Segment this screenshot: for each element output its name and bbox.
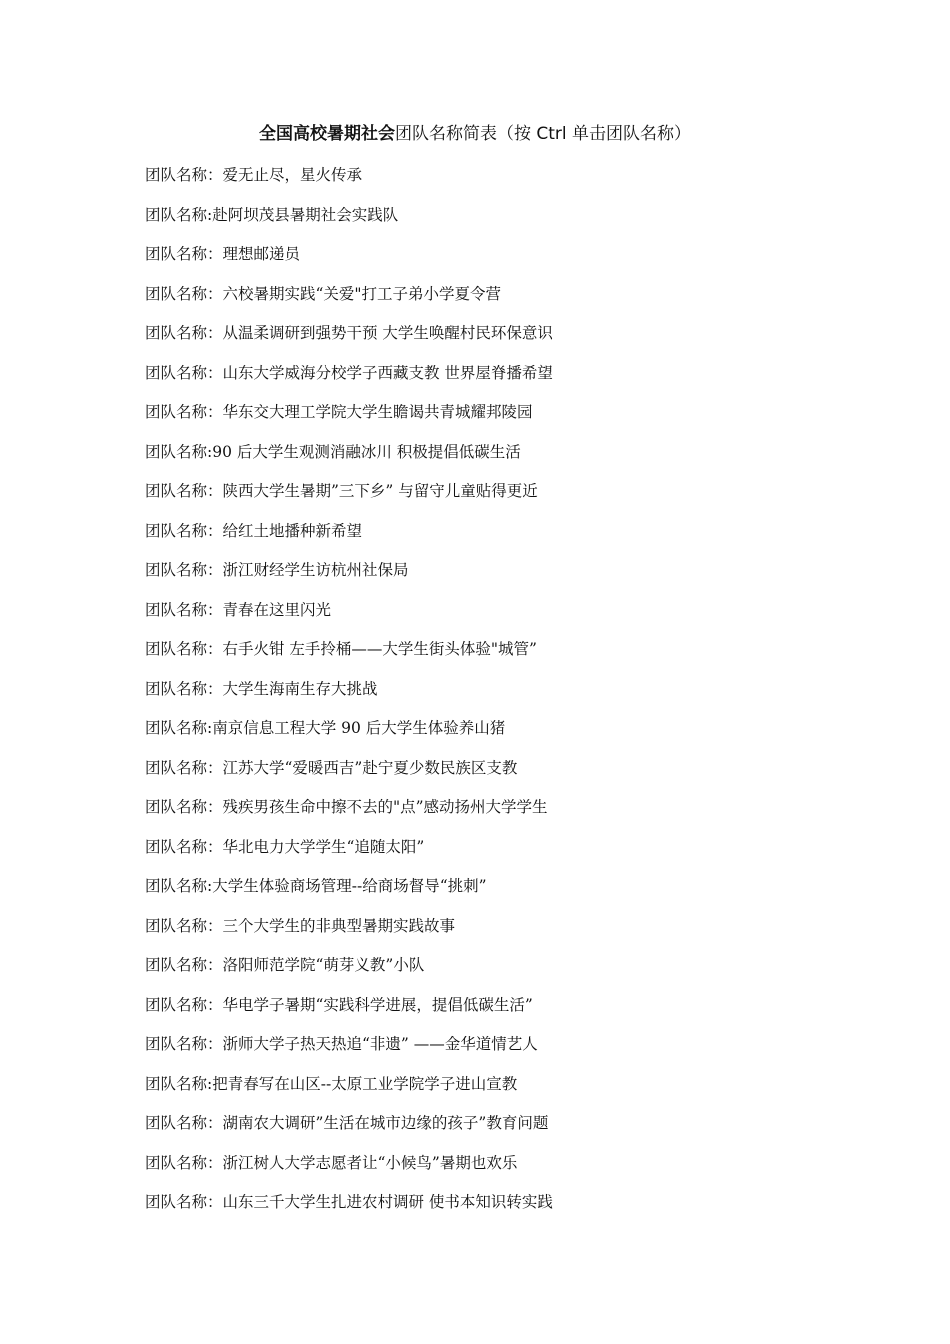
team-name-item[interactable]: 团队名称:赴阿坝茂县暑期社会实践队 bbox=[145, 205, 399, 224]
team-name-item[interactable]: 团队名称：大学生海南生存大挑战 bbox=[145, 679, 378, 698]
team-name-item[interactable]: 团队名称：从温柔调研到强势干预 大学生唤醒村民环保意识 bbox=[145, 324, 553, 342]
team-name-item[interactable]: 团队名称:90 后大学生观测消融冰川 积极提倡低碳生活 bbox=[145, 442, 521, 461]
team-name-item[interactable]: 团队名称：浙江树人大学志愿者让“小候鸟”暑期也欢乐 bbox=[145, 1153, 518, 1172]
team-name-item[interactable]: 团队名称：浙江财经学生访杭州社保局 bbox=[145, 561, 409, 579]
team-name-item[interactable]: 团队名称：山东大学威海分校学子西藏支教 世界屋脊播希望 bbox=[145, 363, 553, 382]
document-title bbox=[0, 121, 950, 147]
team-name-item[interactable]: 团队名称：江苏大学“爱暖西吉”赴宁夏少数民族区支教 bbox=[145, 758, 518, 777]
team-name-item[interactable]: 团队名称：给红土地播种新希望 bbox=[145, 521, 363, 540]
team-name-item[interactable]: 团队名称：华电学子暑期“实践科学进展，提倡低碳生活” bbox=[145, 995, 533, 1014]
team-name-item[interactable]: 团队名称：右手火钳 左手拎桶——大学生街头体验"城管” bbox=[145, 640, 537, 658]
team-name-item[interactable]: 团队名称：青春在这里闪光 bbox=[145, 600, 332, 619]
team-name-item[interactable]: 团队名称：浙师大学子热天热追“非遗” ——金华道情艺人 bbox=[145, 1035, 538, 1053]
team-name-item[interactable]: 团队名称：三个大学生的非典型暑期实践故事 bbox=[145, 916, 456, 935]
team-name-item[interactable]: 团队名称：洛阳师范学院“萌芽义教”小队 bbox=[145, 956, 425, 974]
team-name-item[interactable]: 团队名称:把青春写在山区--太原工业学院学子进山宣教 bbox=[145, 1074, 518, 1093]
team-name-item[interactable]: 团队名称:大学生体验商场管理--给商场督导“挑刺” bbox=[145, 877, 487, 895]
team-name-item[interactable]: 团队名称：湖南农大调研”生活在城市边缘的孩子”教育问题 bbox=[145, 1114, 549, 1132]
team-name-item[interactable]: 团队名称：六校暑期实践“关爱"打工子弟小学夏令营 bbox=[145, 284, 502, 303]
team-name-item[interactable]: 团队名称：华东交大理工学院大学生瞻谒共青城耀邦陵园 bbox=[145, 403, 533, 421]
team-name-item[interactable]: 团队名称：陕西大学生暑期”三下乡” 与留守儿童贴得更近 bbox=[145, 482, 538, 500]
team-name-item[interactable]: 团队名称：理想邮递员 bbox=[145, 245, 301, 263]
team-name-item[interactable]: 团队名称:南京信息工程大学 90 后大学生体验养山猪 bbox=[145, 719, 506, 737]
title-bold-part: 全国高校暑期社会 bbox=[258, 124, 395, 144]
title-rest-part: 团队名称简表（按 Ctrl 单击团队名称） bbox=[394, 124, 692, 144]
team-name-item[interactable]: 团队名称：残疾男孩生命中擦不去的"点”感动扬州大学学生 bbox=[145, 798, 548, 816]
team-name-item[interactable]: 团队名称：华北电力大学学生“追随太阳” bbox=[145, 837, 425, 856]
team-name-item[interactable]: 团队名称：山东三千大学生扎进农村调研 使书本知识转实践 bbox=[145, 1193, 553, 1211]
team-name-item[interactable]: 团队名称：爱无止尽，星火传承 bbox=[145, 166, 363, 184]
team-name-list bbox=[145, 162, 553, 1229]
